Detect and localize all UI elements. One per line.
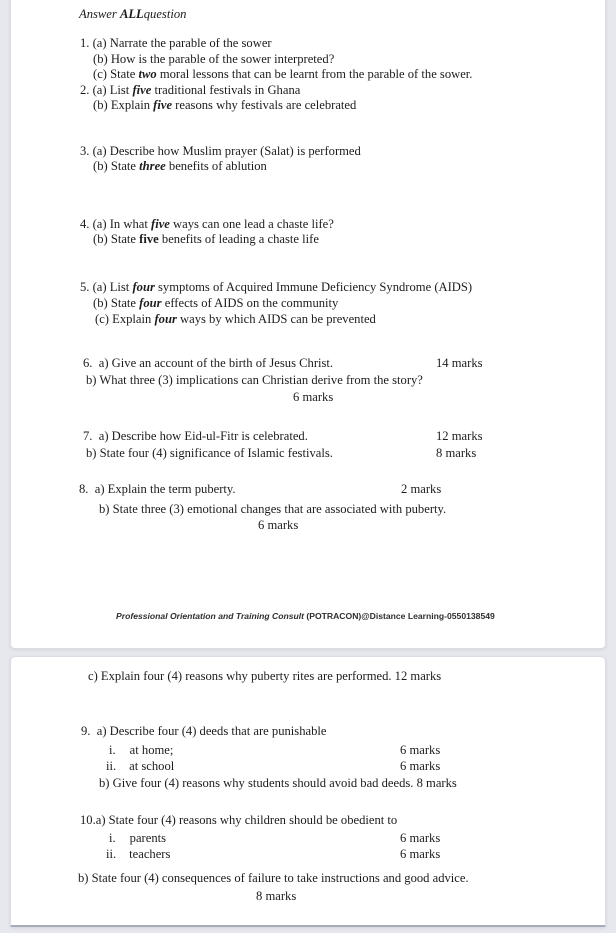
q7b-run-0: b) State four (4) significance of Islamic festivals.	[86, 446, 333, 460]
q4a-run-1: five	[151, 217, 170, 231]
q10a-ii-run-1: teachers	[129, 847, 171, 861]
marks-label: 6 marks	[400, 831, 441, 845]
q1c-run-2: moral lessons that can be learnt from the parable of the sower.	[156, 67, 473, 81]
q9a-ii	[106, 759, 441, 774]
q7b	[86, 446, 477, 461]
marks-label: 8 marks	[436, 446, 477, 460]
q2a	[80, 83, 300, 98]
q8c-run-0: c) Explain four (4) reasons why puberty rites are performed. 12 marks	[88, 669, 442, 683]
q9a-run-0: 9. a) Describe four (4) deeds that are punishable	[81, 724, 327, 738]
q5a-run-0: 5. (a) List	[80, 280, 133, 294]
q9a-ii-run-1: at school	[129, 759, 175, 773]
q9a-i	[109, 743, 441, 758]
q6a-run-0: 6. a) Give an account of the birth of Jesus Christ.	[83, 356, 334, 370]
q10a-i-run-0: i.	[109, 831, 116, 845]
q8a	[79, 482, 442, 497]
q8b-marks-line	[258, 518, 298, 533]
q3b-run-2: benefits of ablution	[165, 159, 267, 173]
q2b-run-1: five	[153, 98, 173, 112]
marks-label: 2 marks	[401, 482, 442, 496]
page-footer-run-0: Professional Orientation and Training Consult	[116, 611, 307, 621]
q10a-ii	[106, 847, 441, 862]
q6b-marks-line-run-0: 6 marks	[293, 390, 334, 404]
page-footer	[116, 611, 495, 622]
q5c-run-1: four	[154, 312, 177, 326]
q8b-run-0: b) State three (3) emotional changes that are associated with puberty.	[99, 502, 447, 516]
q9b	[99, 776, 457, 791]
q4a-run-0: 4. (a) In what	[80, 217, 151, 231]
q4b-run-0: (b) State	[93, 232, 140, 246]
q9a	[81, 724, 326, 739]
q5a	[80, 280, 472, 295]
q2a-run-1: five	[132, 83, 152, 97]
q10a-i-run-1: parents	[129, 831, 167, 845]
q1b	[93, 52, 334, 67]
q9b-run-0: b) Give four (4) reasons why students should avoid bad deeds. 8 marks	[99, 776, 457, 790]
q2b	[93, 98, 356, 113]
q10a-run-0: 10.a) State four (4) reasons why children should be obedient to	[80, 813, 398, 827]
q1c-run-0: (c) State	[93, 67, 139, 81]
q4b-run-1: five	[139, 232, 159, 246]
instruction-heading-run-1: ALL	[119, 7, 144, 21]
q1b-run-0: (b) How is the parable of the sower interpreted?	[93, 52, 335, 66]
q7a-run-0: 7. a) Describe how Eid-ul-Fitr is celebrated.	[83, 429, 308, 443]
q1c	[93, 67, 472, 82]
q3b-run-1: three	[139, 159, 166, 173]
q10b-run-0: b) State four (4) consequences of failure to take instructions and good advice.	[78, 871, 469, 885]
marks-label: 12 marks	[436, 429, 483, 443]
q10b-marks-line-run-0: 8 marks	[256, 889, 297, 903]
q6b-marks-line	[293, 390, 333, 405]
page-footer-run-1: (POTRACON)@Distance Learning-0550138549	[306, 611, 495, 621]
q1a-run-0: 1. (a) Narrate the parable of the sower	[80, 36, 272, 50]
q2b-run-2: reasons why festivals are celebrated	[172, 98, 357, 112]
q4a-run-2: ways can one lead a chaste life?	[169, 217, 334, 231]
marks-label: 6 marks	[400, 759, 441, 773]
q5b-run-2: effects of AIDS on the community	[161, 296, 339, 310]
instruction-heading-run-0: Answer	[79, 7, 120, 21]
q10a-i	[109, 831, 441, 846]
exam-page-2	[10, 656, 606, 927]
q5b-run-1: four	[139, 296, 162, 310]
q10a	[80, 813, 397, 828]
q10b	[78, 871, 469, 886]
q3a	[80, 144, 361, 159]
q5a-run-2: symptoms of Acquired Immune Deficiency Syndrome (AIDS)	[154, 280, 473, 294]
exam-page-1	[10, 0, 606, 649]
q2b-run-0: (b) Explain	[93, 98, 154, 112]
q3b	[93, 159, 267, 174]
q9a-i-run-0: i.	[109, 743, 116, 757]
q8a-run-0: 8. a) Explain the term puberty.	[79, 482, 236, 496]
q3b-run-0: (b) State	[93, 159, 140, 173]
q5c	[95, 312, 376, 327]
instruction-heading	[79, 7, 186, 22]
q1c-run-1: two	[138, 67, 157, 81]
marks-label: 14 marks	[436, 356, 483, 370]
q4b-run-2: benefits of leading a chaste life	[158, 232, 319, 246]
marks-label: 6 marks	[400, 847, 441, 861]
q2a-run-0: 2. (a) List	[80, 83, 133, 97]
q3a-run-0: 3. (a) Describe how Muslim prayer (Salat) is performed	[80, 144, 361, 158]
q8b	[99, 502, 446, 517]
q9a-i-run-1: at home;	[129, 743, 174, 757]
q4b	[93, 232, 319, 247]
q4a	[80, 217, 334, 232]
q7a	[83, 429, 483, 444]
q5b-run-0: (b) State	[93, 296, 140, 310]
q10b-marks-line	[256, 889, 296, 904]
q2a-run-2: traditional festivals in Ghana	[151, 83, 301, 97]
q5c-run-2: ways by which AIDS can be prevented	[176, 312, 376, 326]
q5b	[93, 296, 338, 311]
q8b-marks-line-run-0: 6 marks	[258, 518, 299, 532]
q9a-ii-run-0: ii.	[106, 759, 117, 773]
q6b-run-0: b) What three (3) implications can Christian derive from the story?	[86, 373, 423, 387]
q6b	[86, 373, 423, 388]
q5a-run-1: four	[132, 280, 155, 294]
q1a	[80, 36, 272, 51]
marks-label: 6 marks	[400, 743, 441, 757]
q5c-run-0: (c) Explain	[95, 312, 155, 326]
q10a-ii-run-0: ii.	[106, 847, 117, 861]
instruction-heading-run-2: question	[143, 7, 187, 21]
q6a	[83, 356, 483, 371]
q8c	[88, 669, 441, 684]
